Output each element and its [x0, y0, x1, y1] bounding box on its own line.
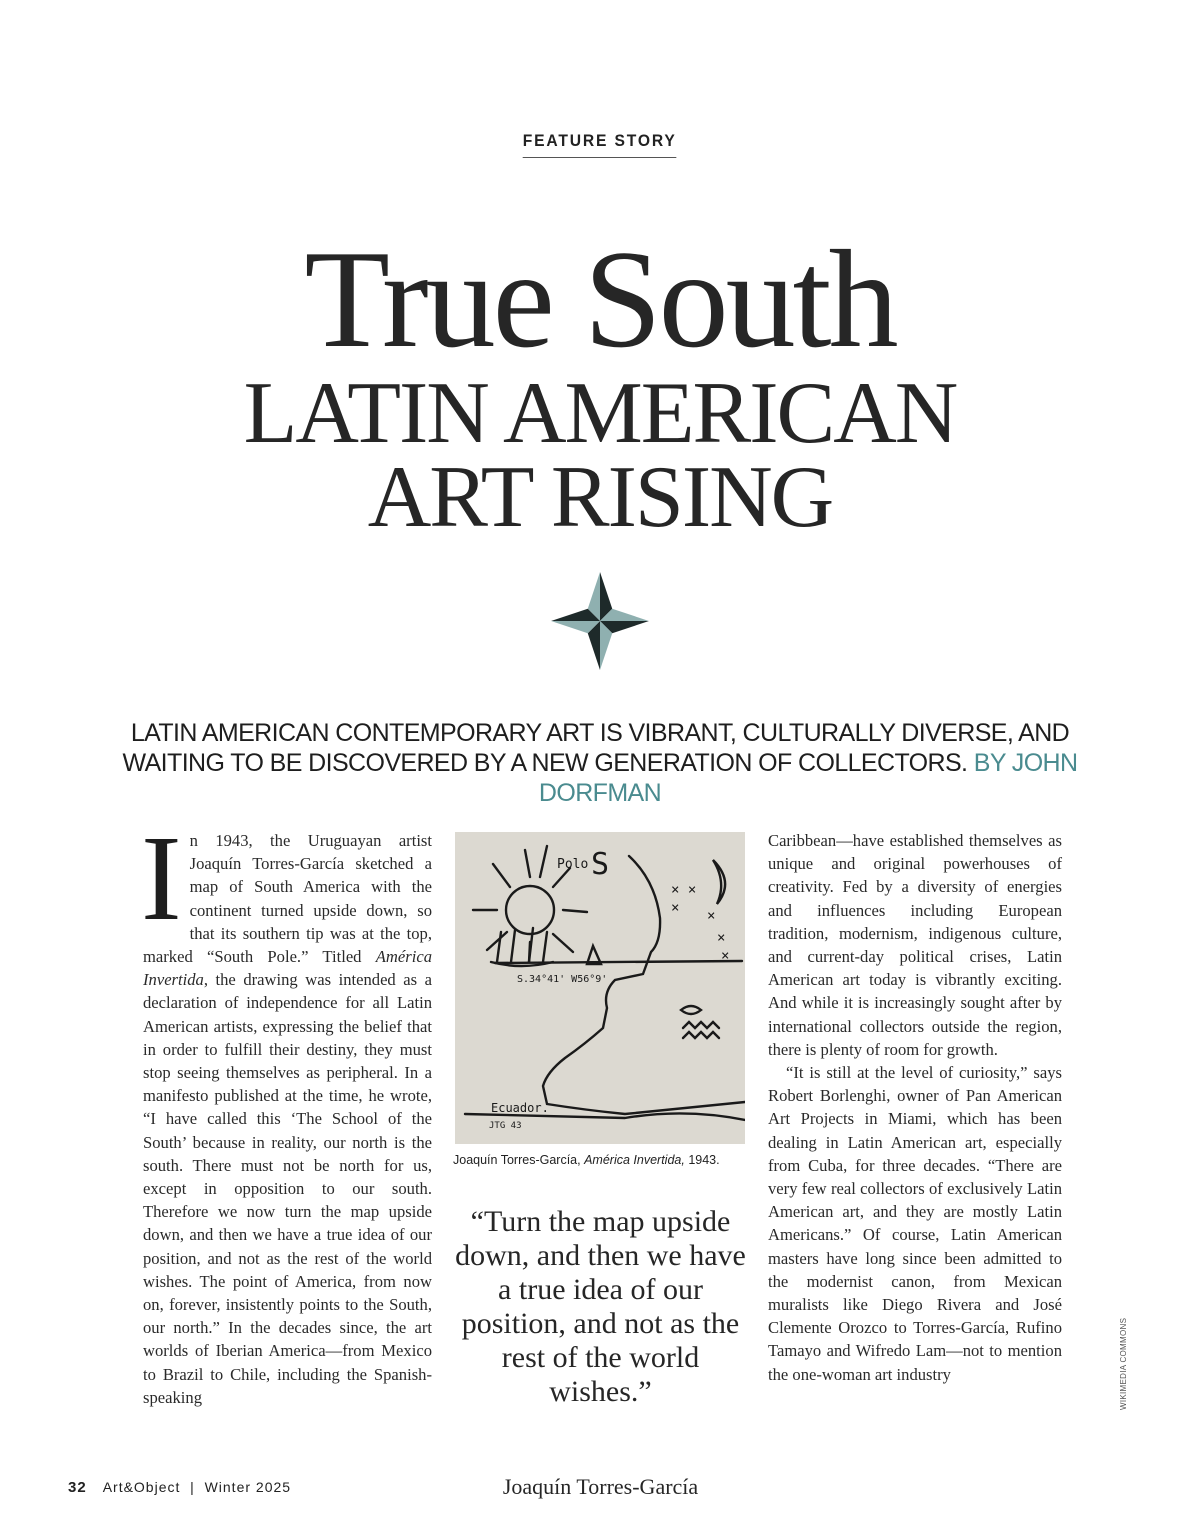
svg-text:×: ×: [671, 900, 680, 916]
photo-credit: WIKIMEDIA COMMONS: [1119, 1317, 1128, 1410]
standfirst: [100, 718, 1100, 808]
publication-info: Art&Object | Winter 2025: [102, 1479, 292, 1495]
body-text-col3-p1: Caribbean—have established themselves as unique and original powerhouses of creativity. Fed by a diversity of energies and influences including European tradition, modernism, indigenous culture, and current-day political crises, Latin American art today is vibrantly exciting. And while it is increasingly sought after by international collectors outside the region, there is plenty of room for growth.: [768, 831, 1062, 1059]
map-label-coords: S.34°41' W56°9': [517, 974, 608, 985]
artwork-title-inline: América Invertida: [143, 947, 432, 990]
svg-text:×: ×: [717, 930, 726, 946]
body-text-col3-p2: “It is still at the level of curiosity,” says Robert Borlenghi, owner of Pan American Art Projects in Miami, which has been dealing in Latin American art, especially from Cuba, for three decades. “There are very few real collectors of exclusively Latin American art, and they are mostly Latin Americans.” Of course, Latin American masters have long since been admitted to the modernist canon, from Mexican muralists like Diego Rivera and José Clemente Orozco to Torres-García, Rufino Tamayo and Wifredo Lam—not to mention the one-woman art industry: [768, 1063, 1062, 1384]
subheadline-line-1: LATIN AMERICAN: [243, 365, 957, 462]
page-footer: [68, 1479, 291, 1496]
subheadline-line-2: ART RISING: [367, 449, 833, 546]
body-text-col1: n 1943, the Uruguayan artist Joaquín Torres-García sketched a map of South America with the continent turned upside down, so that its southern tip was at the top, marked “South Pole.” Titled: [143, 831, 432, 967]
body-column-1: [141, 811, 432, 1409]
caption-year: 1943.: [688, 1153, 720, 1167]
svg-text:×: ×: [707, 908, 716, 924]
pull-quote-attribution: Joaquín Torres-García: [502, 1474, 699, 1499]
byline: BY JOHN DORFMAN: [538, 749, 1078, 807]
image-caption: [453, 1153, 753, 1167]
page-number: 32: [68, 1479, 87, 1496]
kicker-label: FEATURE STORY: [523, 131, 677, 158]
svg-text:×: ×: [721, 948, 730, 964]
body-text-col1-rest: , the drawing was intended as a declaration of independence for all Latin American artists, expressing the belief that in order to fulfill their destiny, they must stop seeing themselves as peripheral. In a manifesto published at the time, he wrote, “I have called this ‘The School of the South’ because in reality, our north is the south. There must not be north for us, except in opposition to our south. Therefore we now turn the map upside down, and then we have a true idea of our position, and not as the rest of the world wishes. The point of America, from now on, forever, insistently points to the South, our north.” In the decades since, the art worlds of Iberian America—from Mexico to Brazil to Chile, including the Spanish-speaking: [143, 970, 432, 1407]
map-label-polo: Polo: [557, 857, 589, 872]
caption-title: América Invertida,: [584, 1153, 685, 1167]
caption-artist: Joaquín Torres-García,: [453, 1153, 581, 1167]
map-label-ecuador: Ecuador.: [491, 1101, 549, 1115]
map-signature: JTG 43: [489, 1121, 522, 1131]
artwork-image: [455, 832, 745, 1144]
svg-text:× ×: × ×: [671, 882, 697, 898]
pull-quote: “Turn the map upside down, and then we have a true idea of our position, and not as the rest of the world wishes.”: [455, 1205, 746, 1408]
standfirst-text: LATIN AMERICAN CONTEMPORARY ART IS VIBRANT, CULTURALLY DIVERSE, AND WAITING TO BE DISCOVERED BY A NEW GENERATION OF COLLECTORS.: [122, 719, 1070, 777]
map-label-s: S: [591, 847, 610, 882]
compass-rose-icon: [549, 570, 651, 672]
section-kicker: [0, 131, 1200, 158]
headline: True South: [304, 222, 896, 377]
drop-cap: I: [141, 811, 182, 946]
body-column-3: [768, 829, 1062, 1386]
